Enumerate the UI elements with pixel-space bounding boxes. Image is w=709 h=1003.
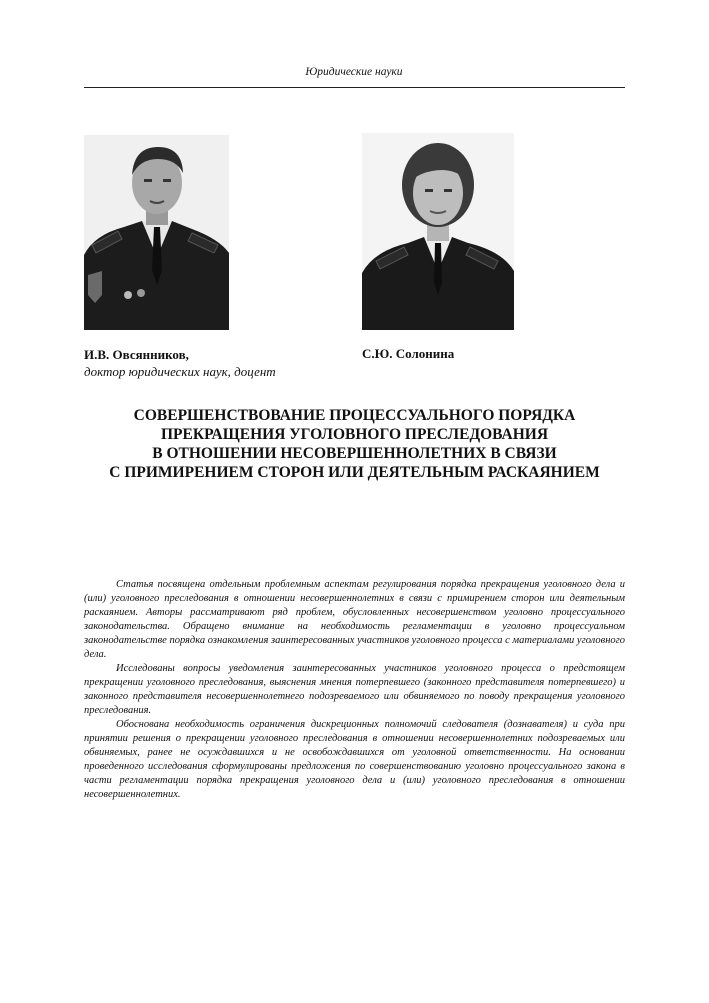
abstract-paragraph: Обоснована необходимость ограничения дискреционных полномочий следователя (дознавателя) и суда при принятии решения о прекращении уголовного преследования в отношении несовершеннолетних подозреваемых или обвиняемых, ранее не осуждавшихся и не освобождавшихся от уголовной ответственности. На основании проведенного исследования сформулированы предложения по совершенствованию уголовно процессуального закона в части регламентации порядка прекращения уголовного дела и (или) уголовного преследования в отношении несовершеннолетних. <box>84 719 625 800</box>
author-name-1: И.В. Овсянников, <box>84 347 189 362</box>
title-line: ПРЕКРАЩЕНИЯ УГОЛОВНОГО ПРЕСЛЕДОВАНИЯ <box>160 426 549 443</box>
running-title: Юридические науки <box>305 66 403 78</box>
abstract <box>84 578 625 802</box>
abstract-paragraph: Исследованы вопросы уведомления заинтересованных участников уголовного процесса о предстоящем прекращении уголовного преследования, выяснения мнения потерпевшего (законного представителя потерпевшего) и законного представителя несовершеннолетнего подозреваемого или обвиняемого по поводу прекращения уголовного преследования. <box>84 663 625 716</box>
header-rule <box>84 87 625 88</box>
author-degree-1: доктор юридических наук, доцент <box>84 364 276 379</box>
abstract-paragraph: Статья посвящена отдельным проблемным аспектам регулирования порядка прекращения уголовного дела и (или) уголовного преследования в отношении несовершеннолетних в связи с примирением сторон или деятельным раскаянием. Авторы рассматривают ряд проблем, обусловленных несовершенством уголовно процессуального законодательства. Обращено внимание на необходимость регламентации в уголовно процессуальном законодательстве порядка ознакомления заинтересованных участников уголовного процесса с материалами уголовного дела. <box>84 579 625 660</box>
author-name-2: С.Ю. Солонина <box>362 346 455 361</box>
author-photo-1 <box>84 135 229 330</box>
title-line: СОВЕРШЕНСТВОВАНИЕ ПРОЦЕССУАЛЬНОГО ПОРЯДКА <box>133 407 576 424</box>
author-photo-2 <box>362 133 514 330</box>
title-line: С ПРИМИРЕНИЕМ СТОРОН ИЛИ ДЕЯТЕЛЬНЫМ РАСКАЯНИЕМ <box>109 464 600 481</box>
article-title <box>60 406 649 482</box>
title-line: В ОТНОШЕНИИ НЕСОВЕРШЕННОЛЕТНИХ В СВЯЗИ <box>152 445 557 462</box>
